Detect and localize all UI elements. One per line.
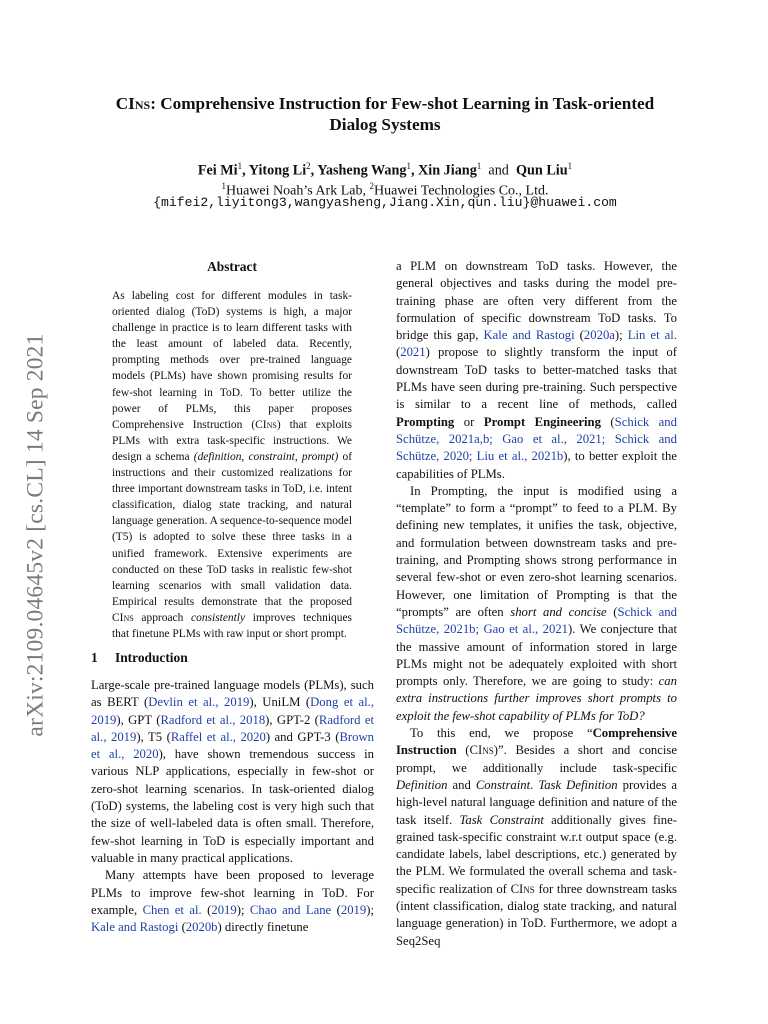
body-text: and — [447, 777, 476, 792]
emphasis: consistently — [191, 611, 246, 624]
citation-link[interactable]: Schick and Schütze, 2021a,b; Gao et al., 2021; Schick and Schütze, 2020; Liu et al., 2021b — [396, 414, 677, 464]
acronym: CIns — [255, 418, 277, 431]
citation-link[interactable]: 2020b — [185, 920, 218, 935]
citation-link[interactable]: Dong et al., 2019 — [91, 695, 374, 727]
paragraph — [396, 725, 677, 950]
body-text: ); — [614, 328, 628, 343]
abstract-text: of instructions and their customized realizations for three important downstream tasks in ToD, i.e. intent classification, dialog state tracking, and natural language generation. A sequence-to-sequence model (T5) is adopted to solve these three tasks in a unified framework. Extensive experiments are conducted on these ToD tasks in realistic few-shot learning scenarios with small validation data. Empirical results demonstrate that the proposed — [112, 450, 353, 608]
author-affil-mark: 1 — [406, 161, 411, 171]
author-name: Qun Liu — [515, 162, 568, 179]
body-text: ); — [366, 902, 374, 917]
body-text: ( — [201, 902, 212, 917]
body-text: Large-scale pre-trained language models (PLMs), such as BERT ( — [91, 678, 374, 710]
paragraph — [396, 258, 677, 483]
citation-link[interactable]: Lin et al. — [627, 328, 677, 343]
body-text: or — [454, 414, 484, 429]
body-text: ( — [456, 743, 470, 758]
body-text: ( — [574, 328, 584, 343]
citation-link[interactable]: 2019 — [211, 902, 237, 917]
body-text: ), have shown tremendous success in various NLP applications, especially in few-shot or zero-shot learning scenarios. In task-oriented dialog (ToD) systems, the labeling cost is very high such that the size of well-labeled data is often small. Therefore, few-shot learning in ToD is especially important and valuable in many practical applications. — [91, 747, 374, 865]
author-affil-mark: 2 — [306, 161, 311, 171]
emphasis: Task Definition — [538, 777, 618, 792]
citation-link[interactable]: Radford et al., 2018 — [160, 712, 266, 727]
paper-title — [80, 93, 690, 135]
body-text: ( — [331, 902, 341, 917]
affiliation-1: Huawei Noah’s Ark Lab, — [226, 183, 370, 199]
acronym: CIns — [112, 611, 134, 624]
author-name: Yitong Li — [248, 162, 307, 179]
author-and: and — [488, 162, 509, 179]
body-text: . — [530, 777, 539, 792]
body-text: )”. Besides a short and concise prompt, we additionally include task-specific — [396, 743, 677, 775]
paragraph — [396, 483, 677, 725]
title-line2: Dialog Systems — [329, 115, 441, 134]
citation-link[interactable]: Devlin et al., 2019 — [148, 695, 250, 710]
body-text: ( — [396, 345, 401, 360]
affiliation-2: Huawei Technologies Co., Ltd. — [373, 183, 549, 199]
body-text: ), T5 ( — [136, 729, 171, 744]
author-affil-mark: 1 — [476, 161, 482, 171]
abstract-text: approach — [133, 611, 192, 624]
bold-term: Prompt Engineering — [483, 414, 601, 429]
abstract-text: improves techniques that finetune PLMs with raw input or short prompt. — [112, 611, 352, 640]
body-text: ) and GPT-3 ( — [265, 729, 340, 744]
affil-mark: 2 — [369, 181, 374, 191]
citation-link[interactable]: Radford et al., 2019 — [91, 712, 375, 744]
citation-link[interactable]: Chen et al. — [142, 902, 202, 917]
citation-link[interactable]: Raffel et al., 2020 — [170, 729, 266, 744]
body-text: ), UniLM ( — [249, 695, 311, 710]
title-acronym: CIns — [115, 94, 151, 113]
intro-column-right — [396, 258, 677, 950]
bold-term: Comprehensive Instruction — [396, 726, 677, 758]
intro-column-left — [91, 677, 374, 936]
author-name: Xin Jiang — [418, 162, 477, 179]
acronym: CIns — [469, 743, 494, 758]
body-text: ), to better exploit the capabilities of PLMs. — [396, 449, 677, 481]
citation-link[interactable]: Kale and Rastogi — [91, 920, 179, 935]
citation-link[interactable]: 2019 — [340, 902, 367, 917]
body-text: ). We conjecture that the massive amount of information stored in large PLMs might not be adequately exploited with short prompts only. Therefore, we are going to study: — [396, 622, 677, 689]
bold-term: Prompting — [396, 414, 455, 429]
citation-link[interactable]: Schick and Schütze, 2021b; Gao et al., 2021 — [396, 604, 677, 637]
paragraph — [91, 867, 374, 936]
body-text: for three downstream tasks (intent classification, dialog state tracking, and natural language generation) in ToD. Furthermore, we adopt a Seq2Seq — [396, 881, 677, 948]
body-text: To this end, we propose “ — [410, 726, 593, 741]
citation-link[interactable]: 2020a — [583, 328, 615, 343]
abstract-text: ) that exploits PLMs with extra task-specific instructions. We design a schema — [112, 418, 352, 463]
citation-link[interactable]: 2021 — [400, 345, 426, 360]
citation-link[interactable]: Kale and Rastogi — [483, 328, 575, 343]
body-text: ), GPT ( — [116, 712, 161, 727]
body-text: ( — [600, 414, 615, 429]
body-text: additionally gives fine-grained task-specific constraint w.r.t output space (e.g. candidate labels, label descriptions, etc.) generated by the PLM. We formulated the overall schema and task-specific realization of — [396, 812, 678, 896]
arxiv-identifier[interactable]: arXiv:2109.04645v2 [cs.CL] 14 Sep 2021 — [22, 333, 49, 737]
emphasis: Constraint — [475, 777, 531, 792]
body-text: ( — [606, 604, 618, 619]
author-name: Yasheng Wang — [317, 162, 407, 179]
affil-mark: 1 — [221, 181, 226, 191]
section-title: Introduction — [115, 650, 188, 665]
body-text: a PLM on downstream ToD tasks. However, the general objectives and tasks during the model pre-training phase are often very different from the formulation of specific downstream ToD tasks. To bridge this gap, — [396, 259, 677, 343]
body-text: ), GPT-2 ( — [265, 712, 319, 727]
author-affil-mark: 1 — [567, 161, 573, 171]
citation-link[interactable]: Chao and Lane — [249, 902, 332, 917]
author-affil-mark: 1 — [237, 161, 243, 171]
emphasis: Task Constraint — [459, 812, 544, 827]
emphasis: Definition — [396, 777, 448, 792]
body-text: provides a high-level natural language definition and nature of the task itself. — [396, 777, 677, 827]
arxiv-sidebar — [14, 320, 58, 750]
body-text: ) propose to slightly transform the input of downstream ToD tasks to better-matched tasks that PLMs have seen during pre-training. Such perspective is similar to a recent line of methods, called — [396, 345, 677, 412]
schema-emphasis: (definition, constraint, prompt) — [193, 450, 339, 463]
body-text: Many attempts have been proposed to leverage PLMs to improve few-shot learning in ToD. For example, — [91, 868, 374, 917]
paragraph — [91, 677, 374, 867]
author-list: Fei Mi$^1$, Yitong Li$^2$, Yasheng Wang$^1$, Xin Jiang$^1$ and Qun Liu$^1$ — [197, 161, 573, 179]
author-emails: {mifei2,liyitong3,wangyasheng,Jiang.Xin,qun.liu}@huawei.com — [153, 195, 617, 210]
research-question: can extra instructions further improves short prompts to exploit the few-shot capability of PLMs for ToD? — [396, 674, 677, 723]
abstract-heading: Abstract — [207, 259, 257, 274]
body-text: In Prompting, the input is modified using a “template” to form a “prompt” to feed to a PLM. By defining new templates, it unifies the task, objective, and formulation between downstream tasks and pre-training, and Prompting shows strong performance in several few-shot or even zero-shot learning scenarios. However, one limitation of Prompting is that the “prompts” are often — [396, 483, 677, 619]
section-number: 1 — [91, 650, 98, 665]
abstract-text: As labeling cost for different modules in task-oriented dialog (ToD) systems is high, a major challenge in practice is to learn different tasks with the least amount of labeled data. Recently, prompting methods over pre-trained language models (PLMs) have shown promising results for few-shot learning in ToD. To better utilize the power of PLMs, this paper proposes Comprehensive Instruction ( — [112, 290, 352, 431]
abstract-body — [112, 288, 352, 642]
body-text: ( — [178, 920, 186, 935]
citation-link[interactable]: Brown et al., 2020 — [91, 729, 374, 762]
title-line1: : Comprehensive Instruction for Few-shot Learning in Task-oriented — [150, 94, 655, 113]
acronym: CIns — [510, 881, 535, 896]
body-text: ); — [236, 902, 250, 917]
section-heading-introduction — [91, 650, 188, 666]
emphasis: short and concise — [510, 604, 607, 619]
body-text: ) directly finetune — [217, 920, 309, 935]
author-name: Fei Mi — [197, 162, 238, 179]
